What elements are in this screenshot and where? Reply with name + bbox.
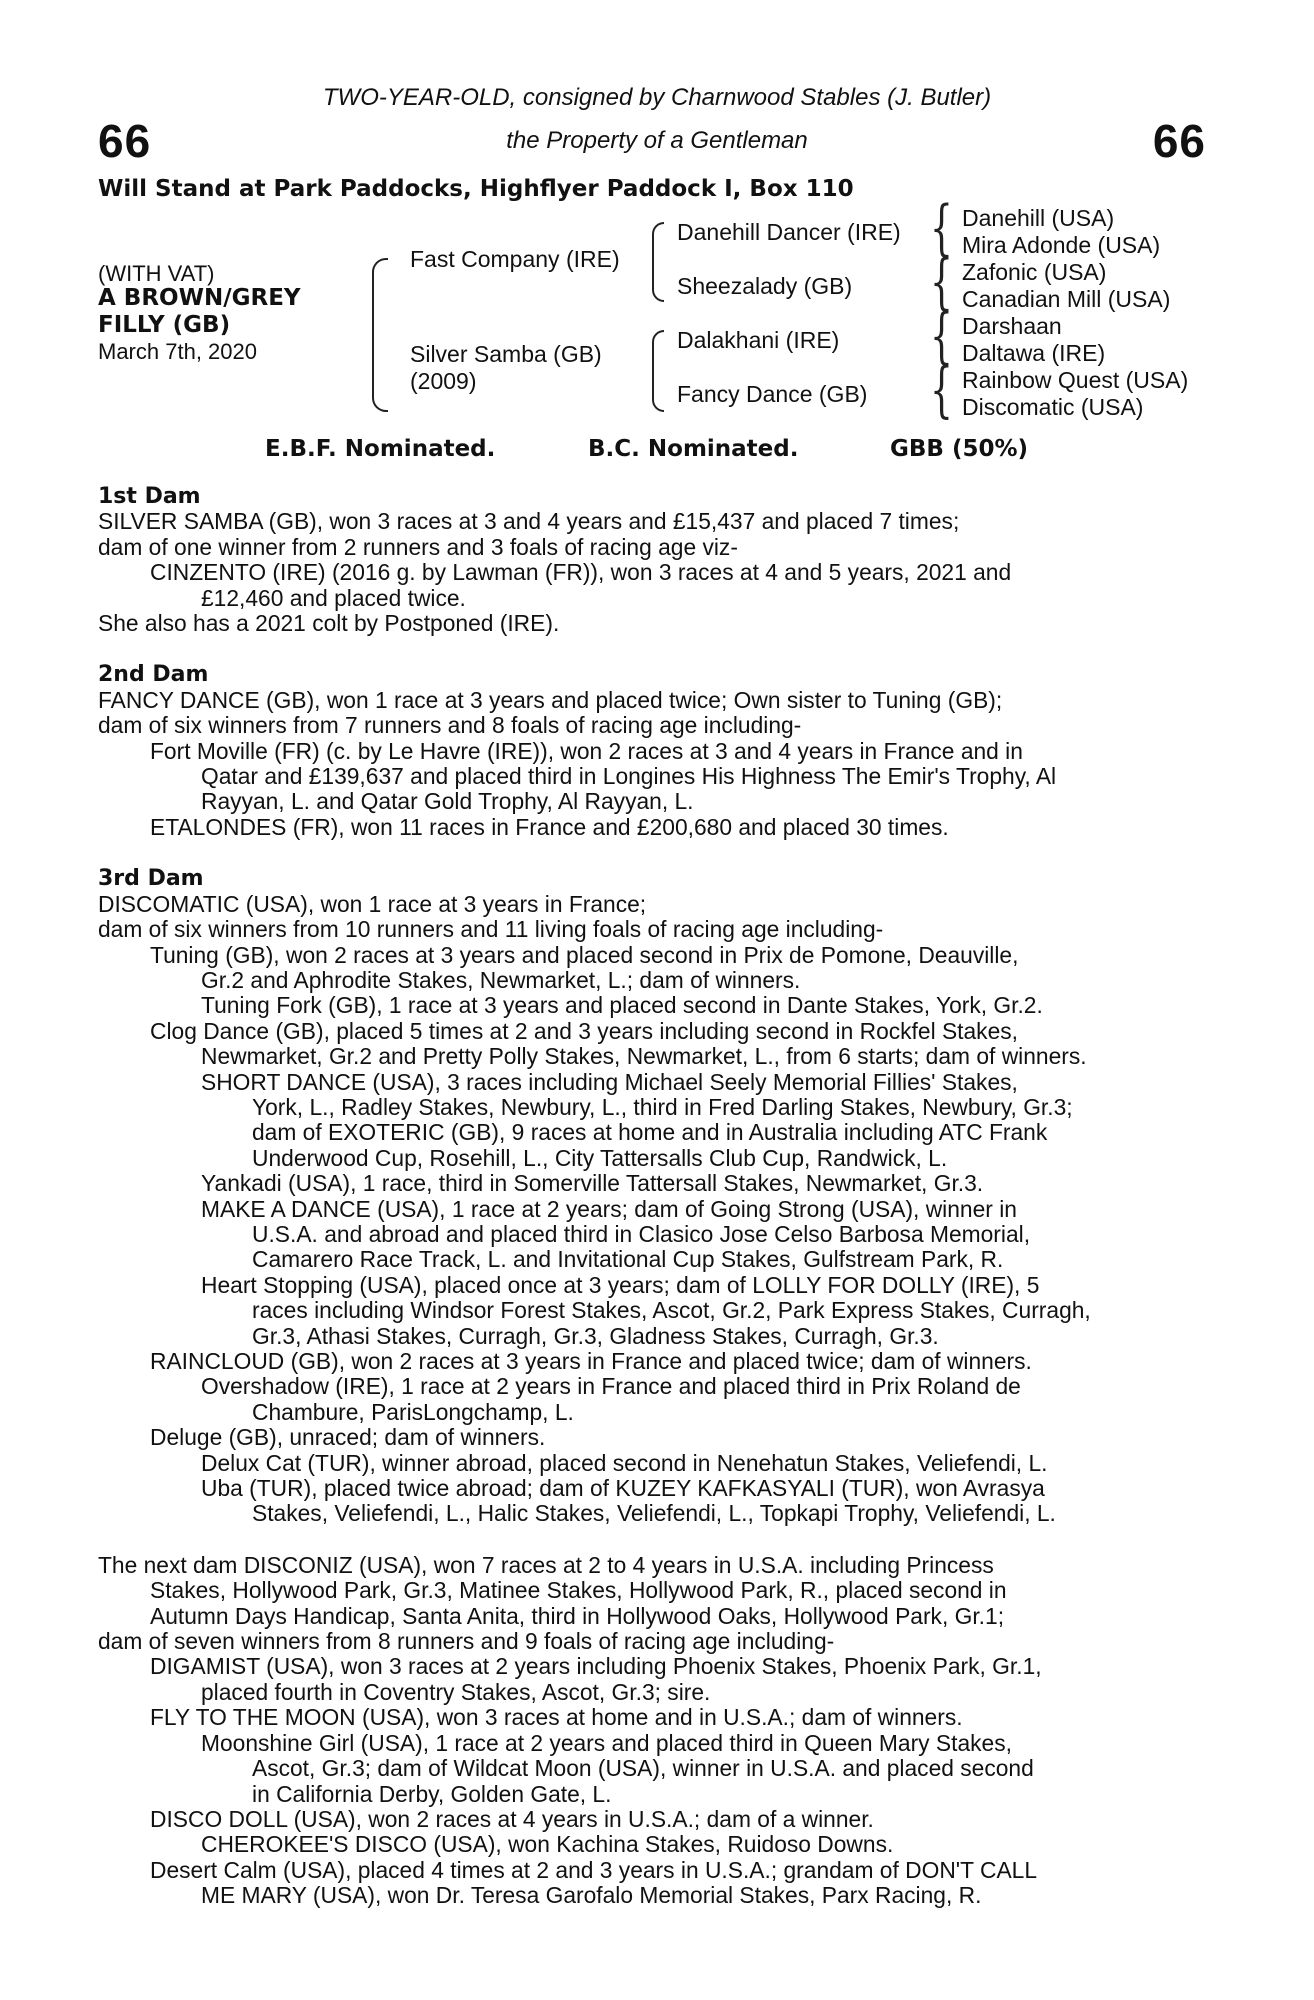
second-dam-line: Qatar and £139,637 and placed third in Longines His Highness The Emir's Trophy, Al [201,763,1057,790]
third-dam-line: Newmarket, Gr.2 and Pretty Polly Stakes, Newmarket, L., from 6 starts; dam of winners. [201,1043,1087,1070]
lot-number-right: 66 [1152,115,1206,167]
next-dam-line: CHEROKEE'S DISCO (USA), won Kachina Stakes, Ruidoso Downs. [201,1831,894,1858]
pedigree-dam-sire: Dalakhani (IRE) [677,327,840,353]
third-dam-line: Delux Cat (TUR), winner abroad, placed second in Nenehatun Stakes, Veliefendi, L. [201,1449,1048,1476]
brace-g2: { [930,247,953,317]
next-dam-line: DISCO DOLL (USA), won 2 races at 4 years in U.S.A.; dam of a winner. [150,1805,874,1832]
third-dam-line: Chambure, ParisLongchamp, L. [252,1398,574,1425]
second-dam-line: dam of six winners from 7 runners and 8 foals of racing age including- [98,712,802,739]
first-dam-line: SILVER SAMBA (GB), won 3 races at 3 and 4 years and £15,437 and placed 7 times; [98,508,960,535]
gbb-eligibility: GBB (50%) [890,436,1029,462]
third-dam-line: MAKE A DANCE (USA), 1 race at 2 years; dam of Going Strong (USA), winner in [201,1195,1017,1222]
first-dam-line: dam of one winner from 2 runners and 3 foals of racing age viz- [98,533,738,560]
third-dam-line: Stakes, Veliefendi, L., Halic Stakes, Veliefendi, L., Topkapi Trophy, Veliefendi, L. [252,1500,1056,1527]
pedigree-dam: Silver Samba (GB) [410,341,602,367]
pedigree-brace-dam [652,330,664,412]
pedigree-dam-year: (2009) [410,368,477,394]
ebf-nomination: E.B.F. Nominated. [265,436,496,462]
third-dam-line: Tuning Fork (GB), 1 race at 3 years and placed second in Dante Stakes, York, Gr.2. [201,992,1043,1019]
third-dam-line: Gr.3, Athasi Stakes, Curragh, Gr.3, Gladness Stakes, Curragh, Gr.3. [252,1322,939,1349]
third-dam-line: Clog Dance (GB), placed 5 times at 2 and 3 years including second in Rockfel Stakes, [150,1017,1018,1044]
third-dam-line: dam of six winners from 10 runners and 11 living foals of racing age including- [98,916,884,943]
first-dam-line: CINZENTO (IRE) (2016 g. by Lawman (FR)), won 3 races at 4 and 5 years, 2021 and [150,559,1012,586]
third-dam-heading: 3rd Dam [98,866,204,892]
third-dam-line: Deluge (GB), unraced; dam of winners. [150,1424,546,1451]
third-dam-line: Underwood Cup, Rosehill, L., City Tattersalls Club Cup, Randwick, L. [252,1144,948,1171]
third-dam-line: Overshadow (IRE), 1 race at 2 years in France and placed third in Prix Roland de [201,1373,1021,1400]
property-line: the Property of a Gentleman [506,127,808,154]
third-dam-line: SHORT DANCE (USA), 3 races including Michael Seely Memorial Fillies' Stakes, [201,1068,1018,1095]
brace-g3: { [930,301,953,371]
stand-location: Will Stand at Park Paddocks, Highflyer Paddock I, Box 110 [98,176,854,202]
next-dam-line: ME MARY (USA), won Dr. Teresa Garofalo Memorial Stakes, Parx Racing, R. [201,1882,982,1909]
next-dam-line: DIGAMIST (USA), won 3 races at 2 years including Phoenix Stakes, Phoenix Park, Gr.1, [150,1653,1042,1680]
third-dam-line: DISCOMATIC (USA), won 1 race at 3 years in France; [98,890,647,917]
third-dam-line: Gr.2 and Aphrodite Stakes, Newmarket, L.; dam of winners. [201,966,801,993]
catalogue-body [98,484,1206,1909]
third-dam-line: U.S.A. and abroad and placed third in Clasico Jose Celso Barbosa Memorial, [252,1220,1031,1247]
third-dam-line: York, L., Radley Stakes, Newbury, L., third in Fred Darling Stakes, Newbury, Gr.3; [252,1093,1073,1120]
second-dam-line: FANCY DANCE (GB), won 1 race at 3 years and placed twice; Own sister to Tuning (GB); [98,686,1003,713]
pedigree-g6: Daltawa (IRE) [962,340,1106,366]
horse-description-1: A BROWN/GREY [98,285,301,311]
pedigree-brace-sire [652,222,664,302]
pedigree-g8: Discomatic (USA) [962,394,1144,420]
pedigree-sire-dam: Sheezalady (GB) [677,273,853,299]
next-dam-line: dam of seven winners from 8 runners and 9 foals of racing age including- [98,1628,835,1655]
pedigree-sire: Fast Company (IRE) [410,246,620,272]
third-dam-line: Camarero Race Track, L. and Invitational Cup Stakes, Gulfstream Park, R. [252,1246,1004,1273]
lot-number-left: 66 [98,115,152,167]
second-dam-line: Fort Moville (FR) (c. by Le Havre (IRE)), won 2 races at 3 and 4 years in France and in [150,737,1023,764]
second-dam-heading: 2nd Dam [98,662,209,688]
second-dam-line: Rayyan, L. and Qatar Gold Trophy, Al Rayyan, L. [201,788,694,815]
next-dam-line: Desert Calm (USA), placed 4 times at 2 and 3 years in U.S.A.; grandam of DON'T CALL [150,1856,1038,1883]
vat-label: (WITH VAT) [98,261,215,286]
third-dam-line: Yankadi (USA), 1 race, third in Somerville Tattersall Stakes, Newmarket, Gr.3. [201,1170,984,1197]
third-dam-line: Tuning (GB), won 2 races at 3 years and placed second in Prix de Pomone, Deauville, [150,941,1019,968]
next-dam-line: Ascot, Gr.3; dam of Wildcat Moon (USA), winner in U.S.A. and placed second [252,1755,1034,1782]
bc-nomination: B.C. Nominated. [588,436,799,462]
pedigree-sire-sire: Danehill Dancer (IRE) [677,219,901,245]
pedigree-g2: Mira Adonde (USA) [962,232,1161,258]
next-dam-line: FLY TO THE MOON (USA), won 3 races at home and in U.S.A.; dam of winners. [150,1704,963,1731]
pedigree-g1: Danehill (USA) [962,205,1115,231]
pedigree-g3: Zafonic (USA) [962,259,1107,285]
next-dam-line: placed fourth in Coventry Stakes, Ascot, Gr.3; sire. [201,1678,711,1705]
brace-g1: { [930,193,953,263]
third-dam-line: Heart Stopping (USA), placed once at 3 years; dam of LOLLY FOR DOLLY (IRE), 5 [201,1271,1040,1298]
third-dam-line: Uba (TUR), placed twice abroad; dam of KUZEY KAFKASYALI (TUR), won Avrasya [201,1475,1045,1502]
next-dam-line: Stakes, Hollywood Park, Gr.3, Matinee Stakes, Hollywood Park, R., placed second in [150,1577,1007,1604]
pedigree-g4: Canadian Mill (USA) [962,286,1171,312]
pedigree-dam-dam: Fancy Dance (GB) [677,381,868,407]
next-dam-line: Moonshine Girl (USA), 1 race at 2 years and placed third in Queen Mary Stakes, [201,1729,1012,1756]
foaling-date: March 7th, 2020 [98,339,257,364]
next-dam-line: Autumn Days Handicap, Santa Anita, third in Hollywood Oaks, Hollywood Park, Gr.1; [150,1602,1005,1629]
third-dam-line: dam of EXOTERIC (GB), 9 races at home and in Australia including ATC Frank [252,1119,1048,1146]
first-dam-heading: 1st Dam [98,484,201,509]
consignor-line: TWO-YEAR-OLD, consigned by Charnwood Stables (J. Butler) [322,84,992,111]
brace-g4: { [930,355,953,425]
third-dam-line: RAINCLOUD (GB), won 2 races at 3 years in France and placed twice; dam of winners. [150,1348,1032,1374]
next-dam-line: in California Derby, Golden Gate, L. [252,1780,612,1807]
second-dam-line: ETALONDES (FR), won 11 races in France and £200,680 and placed 30 times. [150,813,949,840]
next-dam-line: The next dam DISCONIZ (USA), won 7 races at 2 to 4 years in U.S.A. including Princess [98,1551,994,1578]
pedigree-g5: Darshaan [962,313,1062,339]
horse-description-2: FILLY (GB) [98,312,231,338]
first-dam-line: She also has a 2021 colt by Postponed (IRE). [98,610,560,637]
pedigree-brace-main [372,258,388,412]
first-dam-line: £12,460 and placed twice. [201,584,466,611]
third-dam-line: races including Windsor Forest Stakes, Ascot, Gr.2, Park Express Stakes, Curragh, [252,1297,1091,1324]
pedigree-g7: Rainbow Quest (USA) [962,367,1189,393]
